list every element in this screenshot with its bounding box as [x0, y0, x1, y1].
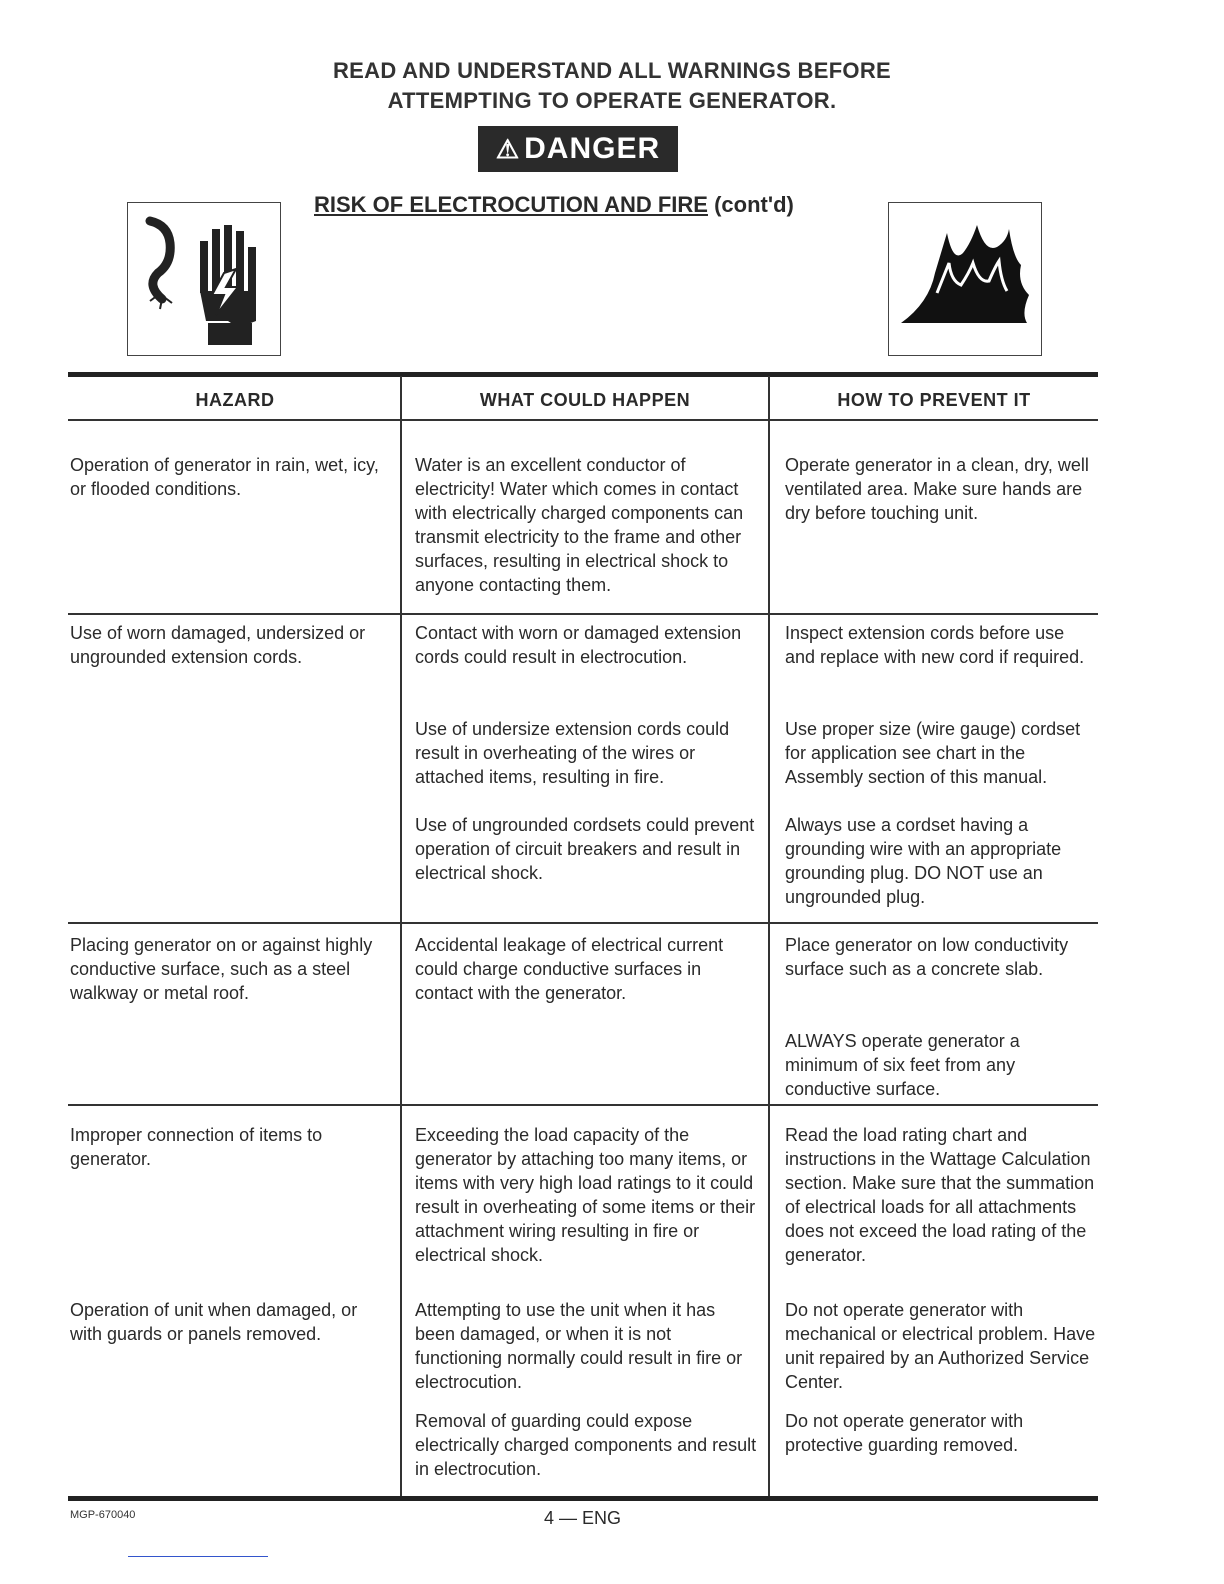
hazard-cell: Operation of generator in rain, wet, icy, or flooded conditions. [70, 455, 379, 499]
hazard-cell: Placing generator on or against highly conductive surface, such as a steel walkway or metal roof. [70, 935, 373, 1003]
prevent-cell: Inspect extension cords before use and replace with new cord if required. [785, 623, 1085, 667]
happen-cell: Use of ungrounded cordsets could prevent operation of circuit breakers and result in electrical shock. [415, 815, 755, 883]
prevent-cell: Place generator on low conductivity surface such as a concrete slab. [785, 935, 1069, 979]
heading-line-2: ATTEMPTING TO OPERATE GENERATOR. [387, 88, 837, 113]
prevent-cell: Do not operate generator with mechanical or electrical problem. Have unit repaired by an Authorized Service Center. [785, 1300, 1096, 1392]
link-underline [128, 1556, 268, 1557]
subtitle-suffix: (cont'd) [707, 192, 794, 217]
column-divider-2 [768, 376, 770, 1498]
prevent-cell: Do not operate generator with protective guarding removed. [785, 1411, 1024, 1455]
hazard-cell: Improper connection of items to generator. [70, 1125, 323, 1169]
row-divider [68, 613, 1098, 615]
prevent-cell: ALWAYS operate generator a minimum of six feet from any conductive surface. [785, 1031, 1020, 1099]
row-divider [68, 1104, 1098, 1106]
table-top-rule [68, 372, 1098, 377]
prevent-cell: Operate generator in a clean, dry, well ventilated area. Make sure hands are dry before touching unit. [785, 455, 1089, 523]
column-header-what-could-happen: WHAT COULD HAPPEN [479, 390, 691, 410]
danger-label: DANGER [524, 132, 661, 165]
prevent-cell: Read the load rating chart and instructions in the Wattage Calculation section. Make sure that the summation of electrical loads for all attachments does not exceed the load rating of the generator. [785, 1125, 1095, 1265]
hazard-cell: Operation of unit when damaged, or with guards or panels removed. [70, 1300, 358, 1344]
happen-cell: Contact with worn or damaged extension cords could result in electrocution. [415, 623, 742, 667]
column-header-how-to-prevent: HOW TO PREVENT IT [837, 390, 1031, 410]
happen-cell: Removal of guarding could expose electrically charged components and result in electrocution. [415, 1411, 757, 1479]
happen-cell: Use of undersize extension cords could result in overheating of the wires or attached items, resulting in fire. [415, 719, 730, 787]
happen-cell: Exceeding the load capacity of the generator by attaching too many items, or items with very high load ratings to it could result in overheating of some items or their attachment wiring resulting in fire or electrical shock. [415, 1125, 756, 1265]
prevent-cell: Always use a cordset having a grounding wire with an appropriate grounding plug. DO NOT use an ungrounded plug. [785, 815, 1062, 907]
prevent-cell: Use proper size (wire gauge) cordset for application see chart in the Assembly section of this manual. [785, 719, 1081, 787]
happen-cell: Water is an excellent conductor of electricity! Water which comes in contact with electrically charged components can transmit electricity to the frame and other surfaces, resulting in electrical shock to anyone contacting them. [415, 455, 744, 595]
happen-cell: Attempting to use the unit when it has been damaged, or when it is not functioning normally could result in fire or electrocution. [415, 1300, 743, 1392]
header-divider [68, 419, 1098, 421]
subtitle-main: RISK OF ELECTROCUTION AND FIRE [314, 192, 708, 217]
warning-triangle-icon: ⚠ [495, 133, 521, 164]
hazard-cell: Use of worn damaged, undersized or ungrounded extension cords. [70, 623, 366, 667]
heading-line-1: READ AND UNDERSTAND ALL WARNINGS BEFORE [332, 58, 892, 83]
page-number: 4 — ENG [544, 1508, 622, 1528]
table-bottom-rule [68, 1496, 1098, 1501]
danger-badge [478, 126, 678, 172]
column-divider-1 [400, 376, 402, 1498]
section-subtitle [314, 192, 794, 218]
page-heading [0, 56, 1224, 116]
happen-cell: Accidental leakage of electrical current could charge conductive surfaces in contact with the generator. [415, 935, 724, 1003]
document-id: MGP-670040 [70, 1509, 136, 1521]
fire-icon [888, 202, 1042, 356]
column-header-hazard: HAZARD [195, 390, 275, 410]
electrocution-hand-icon [127, 202, 281, 356]
row-divider [68, 922, 1098, 924]
